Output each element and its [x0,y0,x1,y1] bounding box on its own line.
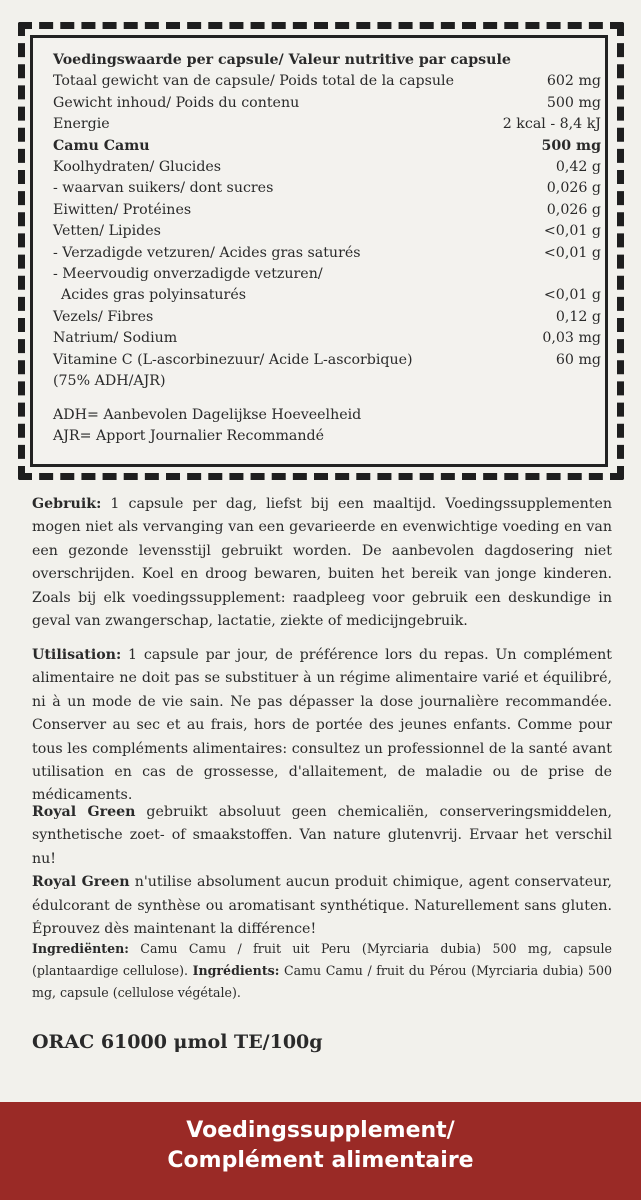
ingredients-french-title: Ingrédients: [192,963,280,978]
brand-name: Royal Green [32,804,136,820]
nutrition-value: <0,01 g [543,287,601,304]
nutrition-label: Energie [53,116,110,133]
usage-dutch-text: 1 capsule per dag, liefst bij een maaltijd. Voedingssupplementen mogen niet als vervanging van een gevarieerde en evenwichtige voeding en van een gezonde levensstijl gebruikt worden. De aanbevolen dagdosering niet overschrijden. Koel en droog bewaren, buiten het bereik van jonge kinderen. Zoals bij elk voedingssupplement: raadpleeg voor gebruik een deskundige in geval van zwangerschap, lactatie, ziekte of medicijngebruik. [32,496,612,630]
nutrition-value: 500 mg [546,94,601,111]
nutrition-row [53,221,601,242]
nutrition-note-row [53,426,601,447]
footer-banner [0,1102,641,1200]
nutrition-row [53,178,601,199]
nutrition-value: 602 mg [546,73,601,90]
nutrition-value: <0,01 g [543,223,601,240]
nutrition-label: Camu Camu [53,137,150,154]
nutrition-row [53,371,601,392]
nutrition-row [53,114,601,135]
nutrition-label: Eiwitten/ Protéines [53,201,192,218]
ingredients [32,938,612,1004]
usage-french-paragraph [32,644,612,808]
brand-french-text: n'utilise absolument aucun produit chimique, agent conservateur, édulcorant de synthèse ou aromatisant synthétique. Naturellement sans gluten. Éprouvez dès maintenant la différence! [32,874,612,938]
brand-dutch-text: gebruikt absoluut geen chemicaliën, conserveringsmiddelen, synthetische zoet- of smaakstoffen. Van nature glutenvrij. Ervaar het verschil nu! [32,804,612,867]
nutrition-row [53,328,601,349]
spacer [53,393,601,405]
ingredients-dutch-text: Camu Camu / fruit uit Peru (Myrciaria dubia) 500 mg, capsule (plantaardige cellulose). [32,941,612,978]
nutrition-label: (75% ADH/AJR) [53,373,166,390]
nutrition-label: Vezels/ Fibres [53,308,154,325]
nutrition-label: Totaal gewicht van de capsule/ Poids total de la capsule [53,73,454,90]
nutrition-label: Vitamine C (L-ascorbinezuur/ Acide L-ascorbique) [53,351,413,368]
nutrition-table [30,35,608,467]
nutrition-header: Voedingswaarde per capsule/ Valeur nutritive par capsule [53,52,511,68]
brand-statements [32,801,612,941]
usage-dutch [32,493,612,633]
nutrition-value: 0,42 g [555,159,601,176]
nutrition-label: Koolhydraten/ Glucides [53,159,222,176]
nutrition-value: 0,03 mg [542,330,601,347]
nutrition-label: Acides gras polyinsaturés [61,287,246,304]
nutrition-label: - waarvan suikers/ dont sucres [53,180,274,197]
nutrition-value: 0,026 g [546,180,601,197]
nutrition-row [53,157,601,178]
nutrition-row [53,285,601,306]
nutrition-header-row [53,50,601,71]
nutrition-row [53,93,601,114]
nutrition-value: 500 mg [541,137,601,154]
nutrition-note-ajr: AJR= Apport Journalier Recommandé [53,427,325,444]
nutrition-label: Gewicht inhoud/ Poids du contenu [53,94,300,111]
nutrition-label: - Meervoudig onverzadigde vetzuren/ [53,266,323,283]
nutrition-value: 60 mg [555,351,601,368]
nutrition-row [53,307,601,328]
nutrition-row [53,200,601,221]
nutrition-value: 0,12 g [555,308,601,325]
brand-dutch-paragraph [32,801,612,871]
usage-dutch-title: Gebruik: [32,496,102,512]
orac-value: ORAC 61000 μmol TE/100g [32,1031,323,1053]
usage-dutch-paragraph [32,493,612,633]
nutrition-note-adh: ADH= Aanbevolen Dagelijkse Hoeveelheid [53,406,362,423]
nutrition-value: 0,026 g [546,201,601,218]
nutrition-value: <0,01 g [543,244,601,261]
ingredients-dutch-title: Ingrediënten: [32,941,129,956]
usage-french-title: Utilisation: [32,647,122,663]
ingredients-paragraph [32,938,612,1004]
usage-french-text: 1 capsule par jour, de préférence lors du repas. Un complément alimentaire ne doit pas se substituer à un régime alimentaire varié et équilibré, ni à un mode de vie sain. Ne pas dépasser la dose journalière recommandée. Conserver au sec et au frais, hors de portée des jeunes enfants. Comme pour tous les compléments alimentaires: consultez un professionnel de la santé avant utilisation en cas de grossesse, d'allaitement, de maladie ou de prise de médicaments. [32,647,612,804]
nutrition-row [53,71,601,92]
nutrition-value: 2 kcal - 8,4 kJ [502,116,601,133]
nutrition-row [53,136,601,157]
nutrition-label: Vetten/ Lipides [53,223,161,240]
nutrition-row [53,243,601,264]
footer-line-dutch: Voedingssupplement/ [186,1118,455,1143]
brand-name: Royal Green [32,874,130,891]
footer-line-french: Complément alimentaire [167,1148,474,1173]
nutrition-label: - Verzadigde vetzuren/ Acides gras saturés [53,244,361,261]
brand-french-paragraph [32,871,612,941]
nutrition-label: Natrium/ Sodium [53,330,178,347]
nutrition-table-content [53,50,601,447]
nutrition-row [53,264,601,285]
nutrition-note-row [53,405,601,426]
ingredients-french-text: Camu Camu / fruit du Pérou (Myrciaria dubia) 500 mg, capsule (cellulose végétale). [32,963,612,1000]
usage-french [32,644,612,808]
nutrition-row [53,350,601,371]
